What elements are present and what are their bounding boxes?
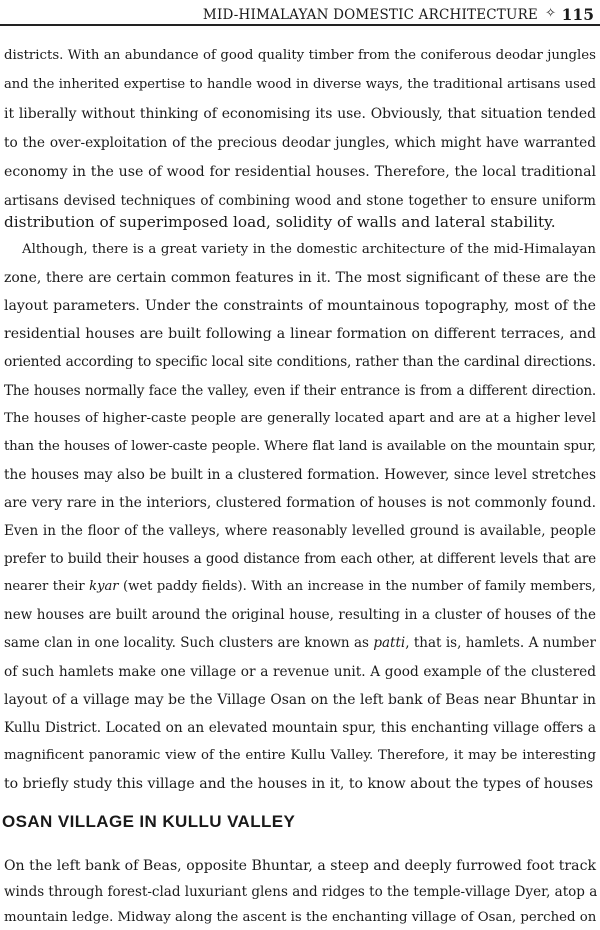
text-line: distribution of superimposed load, solidity of walls and lateral stability. xyxy=(4,213,556,231)
text-line: economy in the use of wood for residential houses. Therefore, the local traditional xyxy=(4,164,596,180)
header-rule xyxy=(0,24,600,26)
text-line: The houses normally face the valley, even if their entrance is from a different direction. xyxy=(4,383,596,399)
text-line: same clan in one locality. Such clusters are known as patti, that is, hamlets. A number xyxy=(4,635,596,651)
text-line: artisans devised techniques of combining wood and stone together to ensure uniform xyxy=(4,193,596,209)
text-line: nearer their kyar (wet paddy fields). With an increase in the number of family members, xyxy=(4,579,596,594)
separator-icon: ✧ xyxy=(545,6,556,21)
italic-term: kyar xyxy=(89,579,119,594)
text-line: are very rare in the interiors, clustered formation of houses is not commonly found. xyxy=(4,495,596,511)
text-line: zone, there are certain common features in it. The most significant of these are the xyxy=(4,270,596,286)
italic-term: patti xyxy=(373,635,406,651)
text-line: oriented according to specific local site conditions, rather than the cardinal directions. xyxy=(4,354,596,370)
text-line: winds through forest-clad luxuriant glens and ridges to the temple-village Dyer, atop a xyxy=(4,884,598,900)
page-number: 115 xyxy=(561,5,594,24)
text-line: to briefly study this village and the houses in it, to know about the types of houses xyxy=(4,776,594,792)
text-line: Kullu District. Located on an elevated mountain spur, this enchanting village offers a xyxy=(4,720,596,736)
text-line: Even in the floor of the valleys, where reasonably levelled ground is available, people xyxy=(4,523,596,539)
text-line: districts. With an abundance of good quality timber from the coniferous deodar jungles xyxy=(4,48,596,63)
text-line: and the inherited expertise to handle wood in diverse ways, the traditional artisans used xyxy=(4,77,596,92)
text-line: mountain ledge. Midway along the ascent is the enchanting village of Osan, perched on xyxy=(4,910,597,925)
text-line: of such hamlets make one village or a revenue unit. A good example of the clustered xyxy=(4,664,596,680)
text-line: it liberally without thinking of economising its use. Obviously, that situation tended xyxy=(4,106,596,122)
text-line: to the over-exploitation of the precious deodar jungles, which might have warranted xyxy=(4,135,596,151)
text-line: layout of a village may be the Village Osan on the left bank of Beas near Bhuntar in xyxy=(4,692,596,708)
text-line: new houses are built around the original house, resulting in a cluster of houses of the xyxy=(4,607,596,623)
text-line: the houses may also be built in a clustered formation. However, since level stretches xyxy=(4,467,596,483)
running-title: MID-HIMALAYAN DOMESTIC ARCHITECTURE xyxy=(202,7,538,23)
text-line: magnificent panoramic view of the entire Kullu Valley. Therefore, it may be interesting xyxy=(4,748,596,763)
text-line: prefer to build their houses a good distance from each other, at different levels that are xyxy=(4,551,596,567)
text-line: On the left bank of Beas, opposite Bhuntar, a steep and deeply furrowed foot track xyxy=(4,858,596,874)
text-line: The houses of higher-caste people are generally located apart and are at a higher level xyxy=(4,411,596,426)
text-line: than the houses of lower-caste people. Where flat land is available on the mountain spur, xyxy=(4,439,596,454)
text-line: residential houses are built following a linear formation on different terraces, and xyxy=(4,326,596,342)
text-line: layout parameters. Under the constraints of mountainous topography, most of the xyxy=(4,298,596,314)
text-line: Although, there is a great variety in the domestic architecture of the mid-Himalayan xyxy=(22,242,596,257)
section-heading: OSAN VILLAGE IN KULLU VALLEY xyxy=(2,812,296,831)
